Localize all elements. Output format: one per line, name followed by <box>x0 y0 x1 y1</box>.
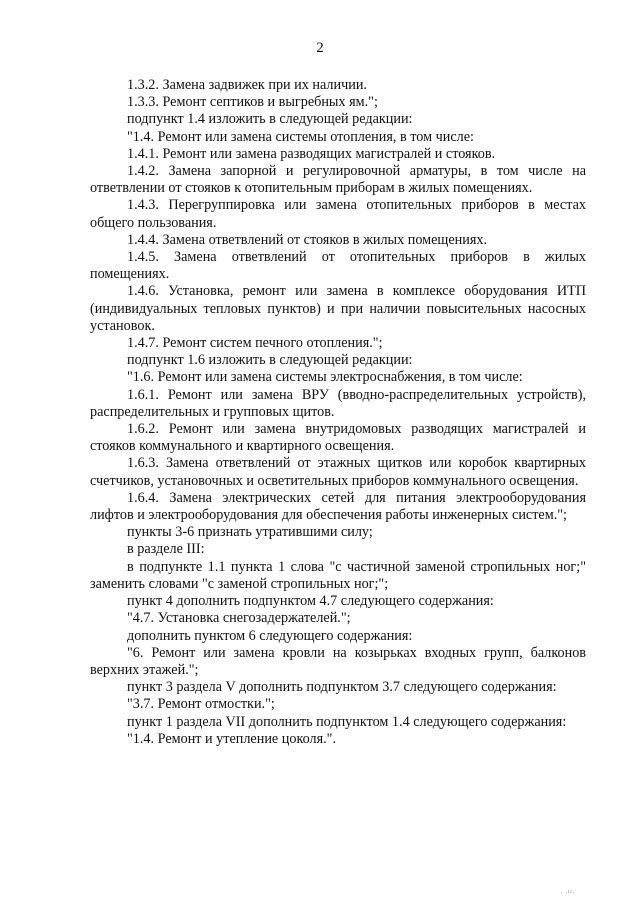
paragraph: "1.4. Ремонт или замена системы отопления, в том числе: <box>127 128 474 145</box>
paragraph: пункт 1 раздела VII дополнить подпунктом 1.4 следующего содержания: <box>127 713 567 730</box>
paragraph: "1.6. Ремонт или замена системы электроснабжения, в том числе: <box>127 369 523 386</box>
paragraph: 1.6.2. Ремонт или замена внутридомовых разводящих магистралей и стояков коммунального и квартирного освещения. <box>90 421 586 455</box>
paragraph: пункт 3 раздела V дополнить подпунктом 3.7 следующего содержания: <box>127 679 557 696</box>
paragraph: в разделе III: <box>127 541 205 558</box>
paragraph: 1.3.2. Замена задвижек при их наличии. <box>127 77 367 93</box>
paragraph: дополнить пунктом 6 следующего содержания: <box>127 627 413 644</box>
paragraph: "4.7. Установка снегозадержателей."; <box>127 610 351 627</box>
paragraph: в подпункте 1.1 пункта 1 слова "с частичной заменой стропильных ног;" заменить словами "с заменой стропильных ног;"; <box>90 558 586 592</box>
paragraph: 1.6.4. Замена электрических сетей для питания электрооборудования лифтов и электрооборудования для обеспечения работы инженерных систем."; <box>90 489 586 524</box>
paragraph: 1.4.4. Замена ответвлений от стояков в жилых помещениях. <box>127 231 487 248</box>
paragraph: 1.4.6. Установка, ремонт или замена в комплексе оборудования ИТП (индивидуальных тепловых пунктов) и при наличии повысительных насосных установок. <box>90 283 586 334</box>
paragraph: 1.4.1. Ремонт или замена разводящих магистралей и стояков. <box>127 145 496 162</box>
footer-mark: ᵣ ᵢₗₗᵢ <box>561 889 575 895</box>
paragraph: 1.6.1. Ремонт или замена ВРУ (вводно-распределительных устройств), распределительных и групповых щитов. <box>90 386 586 420</box>
paragraph: 1.3.3. Ремонт септиков и выгребных ям."; <box>127 94 378 111</box>
page-number: 2 <box>316 40 324 56</box>
paragraph: 1.4.2. Замена запорной и регулировочной арматуры, в том числе на ответвлении от стояков к отопительным приборам в жилых помещениях. <box>90 163 586 197</box>
paragraph: пункты 3-6 признать утратившими силу; <box>127 524 373 541</box>
paragraph: пункт 4 дополнить подпунктом 4.7 следующего содержания: <box>127 593 494 610</box>
paragraph: 1.4.3. Перегруппировка или замена отопительных приборов в местах общего пользования. <box>90 197 586 231</box>
document-body <box>90 77 586 748</box>
paragraph: "6. Ремонт или замена кровли на козырьках входных групп, балконов верхних этажей."; <box>90 644 586 678</box>
paragraph: "3.7. Ремонт отмостки."; <box>127 696 275 713</box>
paragraph: подпункт 1.4 изложить в следующей редакции: <box>127 111 413 128</box>
paragraph: "1.4. Ремонт и утепление цоколя.". <box>127 730 337 747</box>
paragraph: 1.4.7. Ремонт систем печного отопления."; <box>127 335 383 352</box>
paragraph: подпункт 1.6 изложить в следующей редакции: <box>127 352 413 369</box>
paragraph: 1.4.5. Замена ответвлений от отопительных приборов в жилых помещениях. <box>90 249 586 283</box>
paragraph: 1.6.3. Замена ответвлений от этажных щитков или коробок квартирных счетчиков, установочных и осветительных приборов коммунального освещения. <box>90 455 586 489</box>
